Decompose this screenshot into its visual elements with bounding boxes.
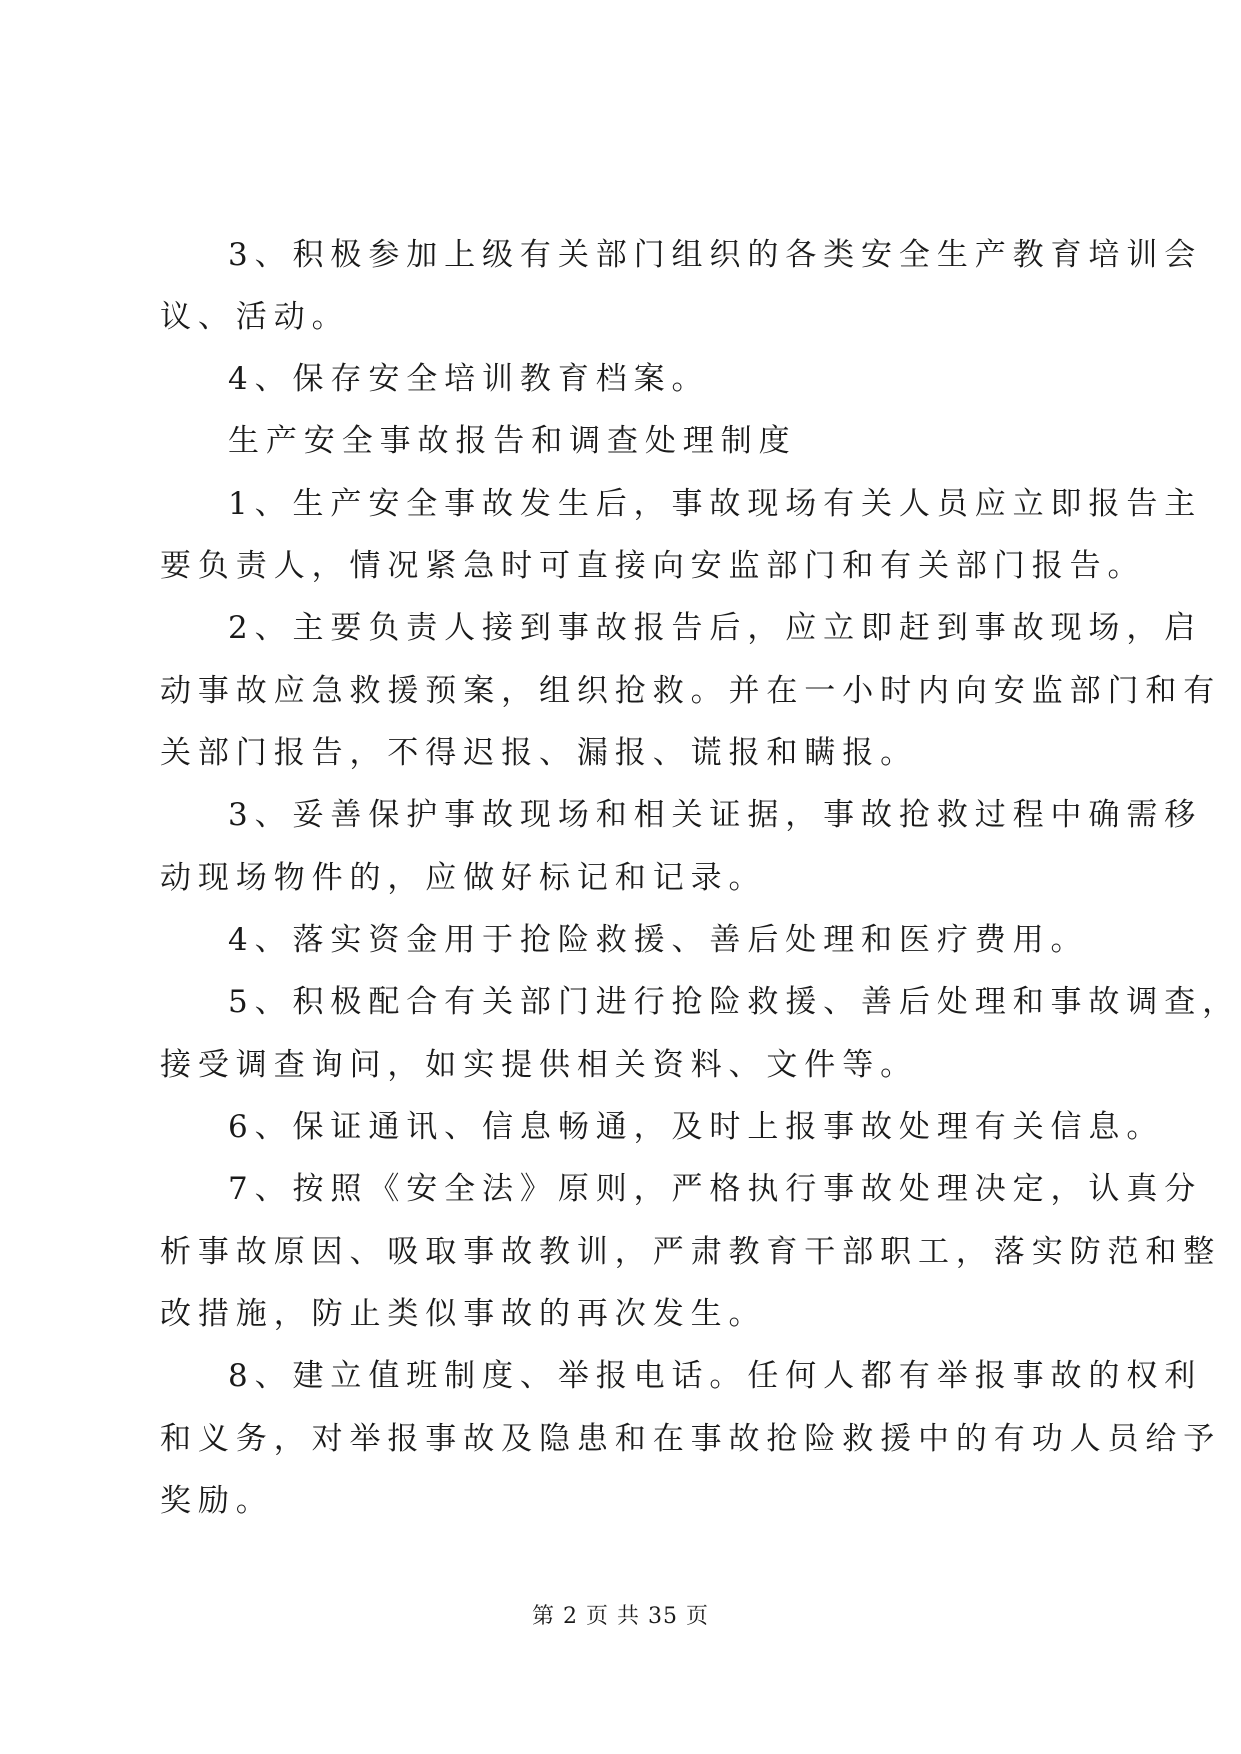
paragraph-line: 和义务，对举报事故及隐患和在事故抢险救援中的有功人员给予 <box>160 1421 1222 1457</box>
section-heading: 生产安全事故报告和调查处理制度 <box>228 423 797 459</box>
paragraph-line: 要负责人，情况紧急时可直接向安监部门和有关部门报告。 <box>160 548 1146 584</box>
paragraph-line: 3、积极参加上级有关部门组织的各类安全生产教育培训会 <box>228 237 1203 273</box>
paragraph-line: 3、妥善保护事故现场和相关证据，事故抢救过程中确需移 <box>228 797 1203 833</box>
paragraph-line: 奖励。 <box>160 1483 274 1519</box>
paragraph-line: 2、主要负责人接到事故报告后，应立即赶到事故现场，启 <box>228 610 1203 646</box>
paragraph-line: 4、落实资金用于抢险救援、善后处理和医疗费用。 <box>228 922 1089 958</box>
paragraph-line: 关部门报告，不得迟报、漏报、谎报和瞒报。 <box>160 735 918 771</box>
document-page <box>160 0 1241 1754</box>
paragraph-line: 4、保存安全培训教育档案。 <box>228 361 710 397</box>
paragraph-line: 7、按照《安全法》原则，严格执行事故处理决定，认真分 <box>228 1171 1203 1207</box>
paragraph-line: 动事故应急救援预案，组织抢救。并在一小时内向安监部门和有 <box>160 673 1222 709</box>
paragraph-line: 改措施，防止类似事故的再次发生。 <box>160 1296 767 1332</box>
paragraph-line: 议、活动。 <box>160 299 350 335</box>
page-number-footer: 第 2 页 共 35 页 <box>532 1604 709 1629</box>
paragraph-line: 8、建立值班制度、举报电话。任何人都有举报事故的权利 <box>228 1358 1203 1394</box>
paragraph-line: 1、生产安全事故发生后，事故现场有关人员应立即报告主 <box>228 486 1203 522</box>
paragraph-line: 接受调查询问，如实提供相关资料、文件等。 <box>160 1047 918 1083</box>
paragraph-line: 析事故原因、吸取事故教训，严肃教育干部职工，落实防范和整 <box>160 1234 1222 1270</box>
paragraph-line: 5、积极配合有关部门进行抢险救援、善后处理和事故调查， <box>228 984 1241 1020</box>
paragraph-line: 动现场物件的，应做好标记和记录。 <box>160 860 767 896</box>
paragraph-line: 6、保证通讯、信息畅通，及时上报事故处理有关信息。 <box>228 1109 1165 1145</box>
